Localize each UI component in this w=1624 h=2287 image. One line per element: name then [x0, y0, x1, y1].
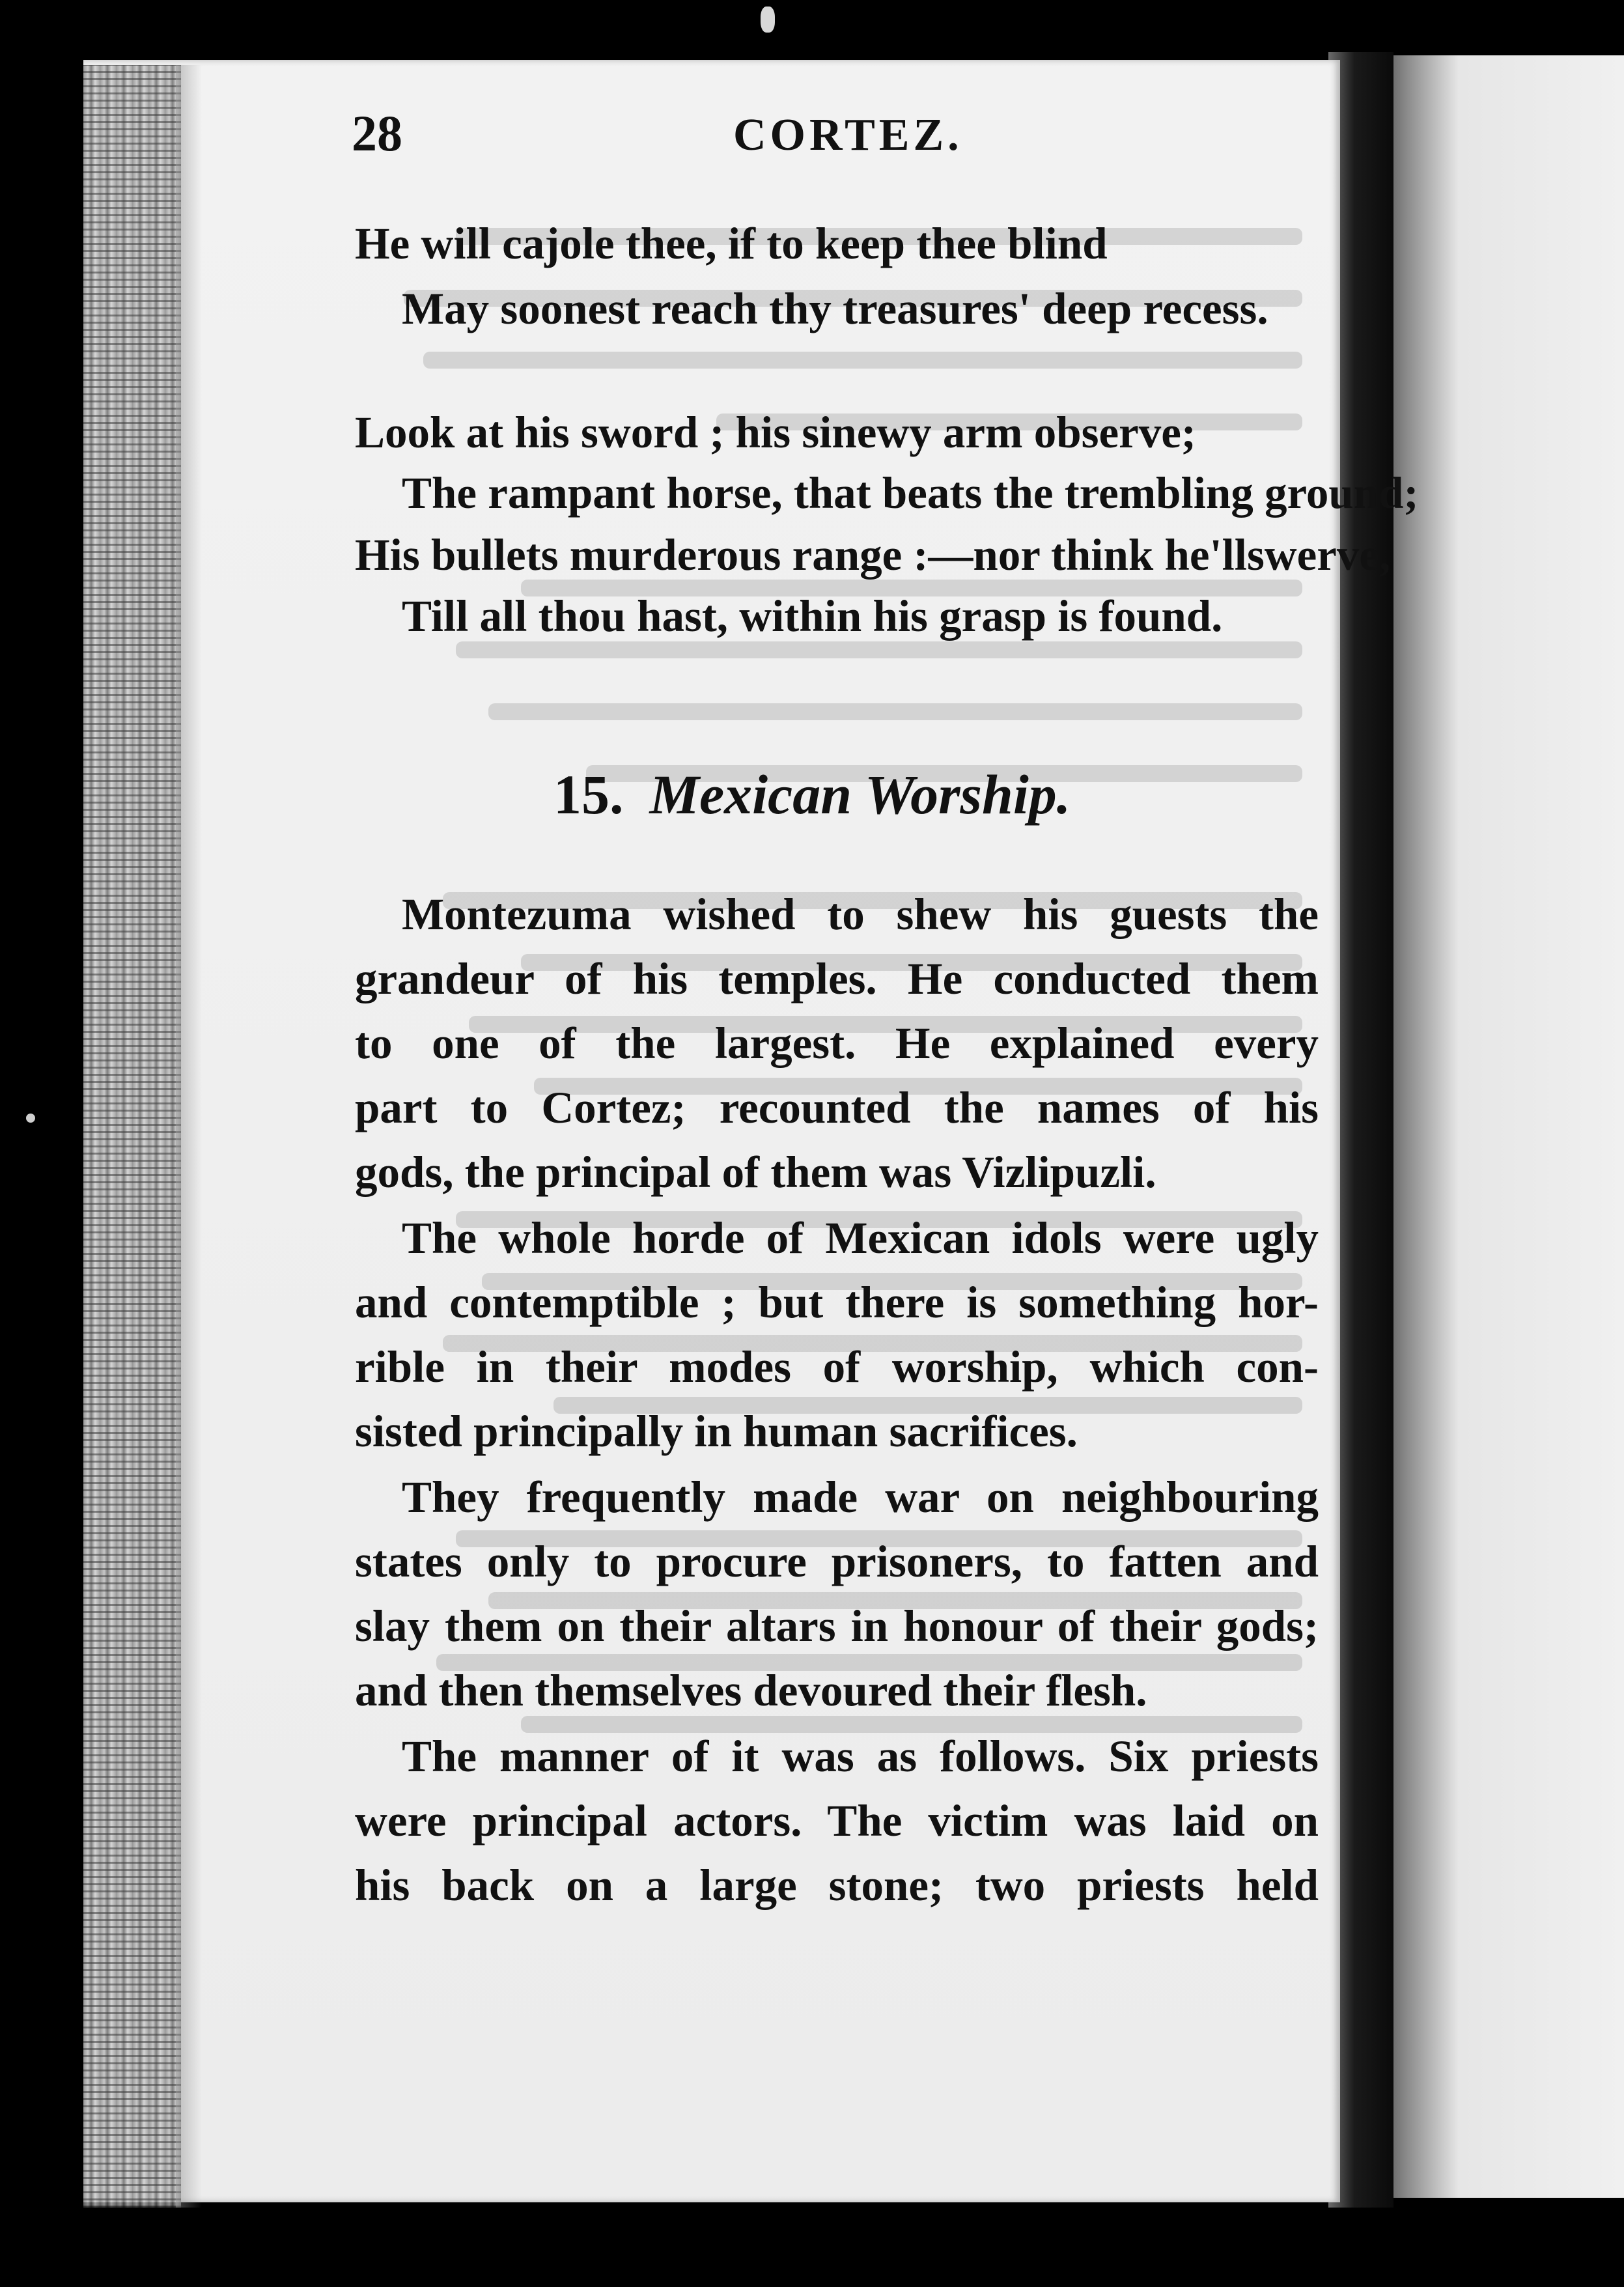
- prose-line: gods, the principal of them was Vizlipuzli.: [355, 1147, 1156, 1197]
- prose-line: to one of the largest. He explained every: [355, 1018, 1319, 1068]
- prose-line: They frequently made war on neighbouring: [402, 1472, 1319, 1522]
- poem-line: He will cajole thee, if to keep thee blind: [355, 219, 1108, 268]
- page-number: 28: [352, 105, 402, 161]
- prose-line: slay them on their altars in honour of their gods;: [355, 1601, 1319, 1651]
- prose-line: The whole horde of Mexican idols were ugly: [402, 1213, 1319, 1263]
- prose-line: sisted principally in human sacrifices.: [355, 1407, 1078, 1456]
- binding-pin: [761, 7, 775, 33]
- prose-line: and then themselves devoured their flesh.: [355, 1666, 1147, 1715]
- prose-line: his back on a large stone; two priests held: [355, 1860, 1319, 1910]
- prose-line: Montezuma wished to shew his guests the: [402, 890, 1319, 939]
- prose-line: and contemptible ; but there is something hor-: [355, 1278, 1319, 1327]
- prose-line: were principal actors. The victim was laid on: [355, 1796, 1319, 1845]
- prose-line: states only to procure prisoners, to fatten and: [355, 1537, 1319, 1586]
- prose-line: The manner of it was as follows. Six priests: [402, 1732, 1319, 1781]
- poem-line: His bullets murderous range :—nor think he'llswerve,: [355, 530, 1391, 580]
- running-title: CORTEZ.: [733, 110, 963, 160]
- section-heading: [553, 762, 1071, 827]
- section-number: 15.: [553, 763, 624, 826]
- prose-line: part to Cortez; recounted the names of his: [355, 1083, 1319, 1132]
- poem-line: Till all thou hast, within his grasp is found.: [402, 591, 1223, 641]
- facing-page-edge: [1367, 55, 1624, 2198]
- section-title: Mexican Worship.: [649, 763, 1071, 826]
- poem-line: Look at his sword ; his sinewy arm observe;: [355, 408, 1196, 457]
- poem-line: May soonest reach thy treasures' deep recess.: [402, 284, 1268, 333]
- scan-speck: [26, 1114, 35, 1123]
- binding-fade: [176, 65, 202, 2208]
- poem-line: The rampant horse, that beats the trembling ground;: [402, 468, 1419, 518]
- prose-line: grandeur of his temples. He conducted them: [355, 954, 1319, 1003]
- prose-line: rible in their modes of worship, which con-: [355, 1342, 1319, 1392]
- page-binding-edge: [83, 65, 181, 2208]
